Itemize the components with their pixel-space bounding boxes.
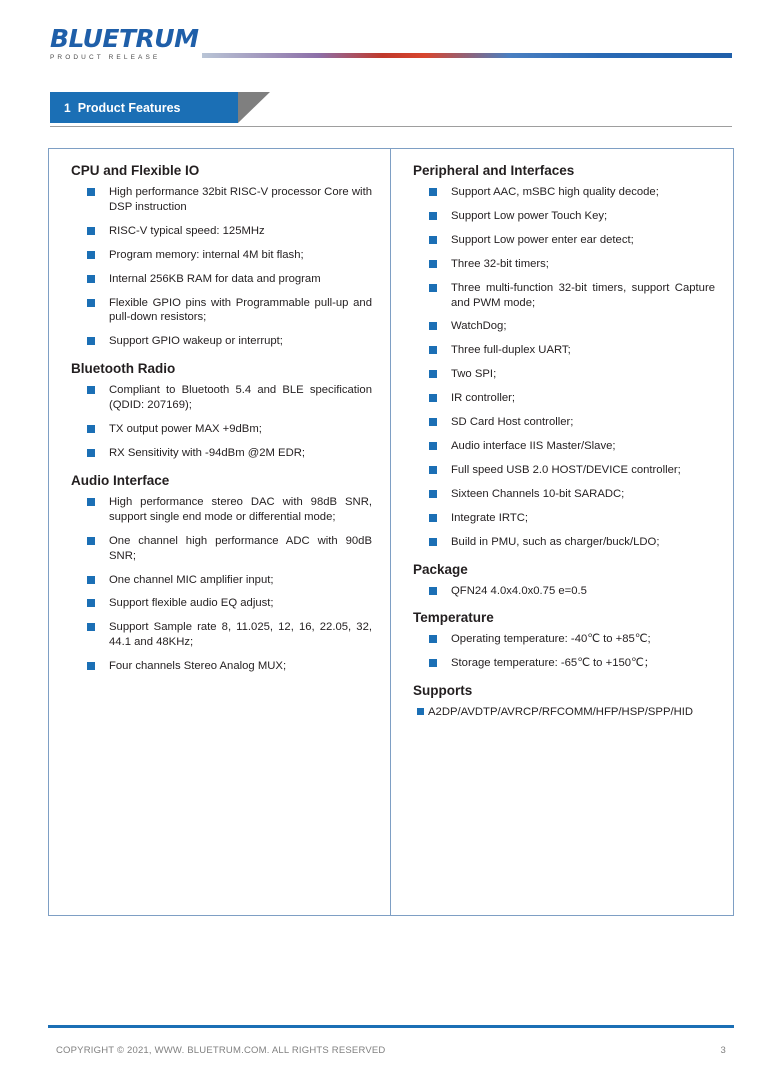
feature-list-item — [87, 446, 372, 461]
feature-block — [65, 163, 374, 349]
feature-list-item — [87, 422, 372, 437]
feature-list-item-text: Support Sample rate 8, 11.025, 12, 16, 22.05, 32, 44.1 and 48KHz; — [109, 621, 372, 649]
square-bullet-icon — [87, 227, 95, 235]
square-bullet-icon — [429, 370, 437, 378]
square-bullet-icon — [87, 662, 95, 670]
square-bullet-icon — [429, 322, 437, 330]
feature-list-item-text: Support GPIO wakeup or interrupt; — [109, 335, 283, 348]
page-number: 3 — [720, 1045, 726, 1056]
feature-list-item — [429, 487, 715, 502]
features-column-right — [391, 149, 733, 915]
square-bullet-icon — [87, 251, 95, 259]
square-bullet-icon — [87, 449, 95, 457]
feature-list — [65, 185, 374, 349]
feature-list-item-text: Two SPI; — [451, 368, 497, 381]
square-bullet-icon — [429, 260, 437, 268]
features-column-left — [49, 149, 391, 915]
feature-list-item — [87, 495, 372, 525]
square-bullet-icon — [87, 188, 95, 196]
logo-tagline: PRODUCT RELEASE — [50, 54, 161, 61]
feature-list-item-text: RISC-V typical speed: 125MHz — [109, 224, 265, 237]
square-bullet-icon — [429, 212, 437, 220]
feature-list-item — [429, 439, 715, 454]
feature-list-item — [429, 319, 715, 334]
feature-block — [407, 163, 717, 550]
square-bullet-icon — [429, 188, 437, 196]
square-bullet-icon — [87, 576, 95, 584]
section-header — [50, 92, 732, 123]
feature-list-item-text: Three multi-function 32-bit timers, support Capture and PWM mode; — [451, 281, 715, 309]
feature-block-title: Peripheral and Interfaces — [413, 163, 575, 178]
feature-list-item — [429, 535, 715, 550]
footer-rule — [48, 1025, 734, 1028]
footer-copyright: COPYRIGHT © 2021, WWW. BLUETRUM.COM. ALL RIGHTS RESERVED — [56, 1045, 386, 1056]
feature-list-item-text: One channel MIC amplifier input; — [109, 573, 274, 586]
feature-list-item — [87, 659, 372, 674]
square-bullet-icon — [417, 708, 424, 715]
square-bullet-icon — [87, 299, 95, 307]
feature-list-item — [429, 632, 715, 647]
section-tab-triangle — [238, 92, 270, 123]
feature-list-item — [87, 185, 372, 215]
square-bullet-icon — [429, 659, 437, 667]
feature-list — [407, 185, 717, 550]
feature-list — [407, 632, 717, 671]
square-bullet-icon — [87, 386, 95, 394]
square-bullet-icon — [429, 635, 437, 643]
feature-list-item — [87, 573, 372, 588]
page-footer — [56, 1045, 726, 1056]
square-bullet-icon — [429, 236, 437, 244]
feature-list-item — [87, 534, 372, 564]
feature-list-item-text: High performance 32bit RISC-V processor Core with DSP instruction — [109, 186, 372, 213]
feature-list-item-text: Program memory: internal 4M bit flash; — [109, 248, 304, 261]
logo-wordmark: BLUETRUM — [50, 24, 199, 53]
feature-list-item-text: Full speed USB 2.0 HOST/DEVICE controller; — [451, 463, 681, 476]
brand-logo — [50, 26, 210, 61]
feature-list — [65, 383, 374, 461]
feature-list-item-text: High performance stereo DAC with 98dB SNR, support single end mode or differential mode; — [109, 495, 372, 523]
feature-list-item-text: Internal 256KB RAM for data and program — [109, 272, 321, 285]
feature-list-item — [429, 415, 715, 430]
feature-list-item — [429, 463, 715, 478]
page-header — [50, 26, 732, 66]
feature-list-item-text: QFN24 4.0x4.0x0.75 e=0.5 — [451, 584, 587, 597]
feature-list-item — [87, 620, 372, 650]
feature-list-item-text: Compliant to Bluetooth 5.4 and BLE specification (QDID: 207169); — [109, 384, 372, 412]
square-bullet-icon — [429, 346, 437, 354]
feature-list-item — [87, 224, 372, 239]
square-bullet-icon — [87, 537, 95, 545]
square-bullet-icon — [429, 490, 437, 498]
square-bullet-icon — [429, 394, 437, 402]
feature-list-item-text: RX Sensitivity with -94dBm @2M EDR; — [109, 446, 306, 459]
feature-block-title: Bluetooth Radio — [71, 361, 176, 377]
feature-list-item-text: Four channels Stereo Analog MUX; — [109, 660, 287, 673]
header-color-bar — [202, 53, 732, 58]
square-bullet-icon — [429, 284, 437, 292]
feature-list-item — [87, 334, 372, 349]
square-bullet-icon — [87, 623, 95, 631]
feature-list-item — [429, 391, 715, 406]
feature-list-item — [87, 596, 372, 611]
feature-list-item — [429, 343, 715, 358]
square-bullet-icon — [429, 514, 437, 522]
feature-list-item — [429, 185, 715, 200]
feature-list-item-text: IR controller; — [451, 392, 516, 405]
square-bullet-icon — [429, 466, 437, 474]
feature-list-item-text: Integrate IRTC; — [451, 511, 529, 524]
feature-list-item-text: Support Low power Touch Key; — [451, 209, 608, 222]
feature-list-item-text: Sixteen Channels 10-bit SARADC; — [451, 487, 625, 500]
feature-list-item — [429, 281, 715, 311]
feature-list-item-text: TX output power MAX +9dBm; — [109, 423, 262, 436]
feature-list-item-text: Support AAC, mSBC high quality decode; — [451, 186, 659, 198]
feature-list-item — [417, 705, 715, 720]
section-number: 1 — [64, 100, 71, 115]
feature-block — [65, 473, 374, 674]
square-bullet-icon — [87, 498, 95, 506]
feature-list — [407, 705, 717, 720]
feature-block-title: Package — [413, 561, 468, 577]
feature-block-title: Audio Interface — [71, 472, 170, 488]
feature-list-item — [429, 209, 715, 224]
feature-list-item-text: WatchDog; — [451, 320, 507, 333]
feature-list-item — [429, 257, 715, 272]
feature-list-item-text: Three full-duplex UART; — [451, 344, 571, 357]
section-divider — [50, 126, 732, 127]
feature-block — [65, 361, 374, 461]
feature-list-item — [87, 383, 372, 413]
feature-list-item-text: SD Card Host controller; — [451, 416, 574, 429]
section-title: Product Features — [77, 100, 181, 115]
feature-list-item-text: Three 32-bit timers; — [451, 257, 549, 270]
square-bullet-icon — [87, 599, 95, 607]
feature-list-item — [429, 511, 715, 526]
square-bullet-icon — [429, 587, 437, 595]
feature-block — [407, 610, 717, 671]
square-bullet-icon — [429, 418, 437, 426]
feature-list-item-text: Audio interface IIS Master/Slave; — [451, 439, 616, 452]
feature-list-item-text: Storage temperature: -65℃ to +150℃； — [451, 657, 656, 670]
feature-block-title: CPU and Flexible IO — [71, 163, 200, 178]
feature-list-item-text: Flexible GPIO pins with Programmable pull-up and pull-down resistors; — [109, 296, 372, 324]
feature-list-item-text: Support flexible audio EQ adjust; — [109, 597, 274, 610]
feature-list-item — [87, 248, 372, 263]
square-bullet-icon — [87, 337, 95, 345]
feature-list-item — [429, 367, 715, 382]
feature-list-item-text: Operating temperature: -40℃ to +85℃; — [451, 633, 651, 646]
feature-list — [407, 584, 717, 599]
feature-block-title: Supports — [413, 683, 473, 699]
feature-list-item-text: A2DP/AVDTP/AVRCP/RFCOMM/HFP/HSP/SPP/HID — [428, 706, 694, 719]
feature-list-item-text: Support Low power enter ear detect; — [451, 233, 634, 246]
square-bullet-icon — [87, 275, 95, 283]
feature-block — [407, 562, 717, 599]
square-bullet-icon — [429, 538, 437, 546]
feature-block-title: Temperature — [413, 610, 494, 626]
feature-list — [65, 495, 374, 674]
feature-list-item — [429, 233, 715, 248]
feature-list-item — [87, 272, 372, 287]
square-bullet-icon — [87, 425, 95, 433]
square-bullet-icon — [429, 442, 437, 450]
section-tab — [50, 92, 238, 123]
feature-list-item — [87, 296, 372, 326]
feature-block — [407, 683, 717, 720]
feature-list-item — [429, 656, 715, 671]
feature-list-item-text: Build in PMU, such as charger/buck/LDO; — [451, 535, 660, 548]
feature-list-item-text: One channel high performance ADC with 90dB SNR; — [109, 534, 372, 562]
feature-list-item — [429, 584, 715, 599]
features-panel — [48, 148, 734, 916]
